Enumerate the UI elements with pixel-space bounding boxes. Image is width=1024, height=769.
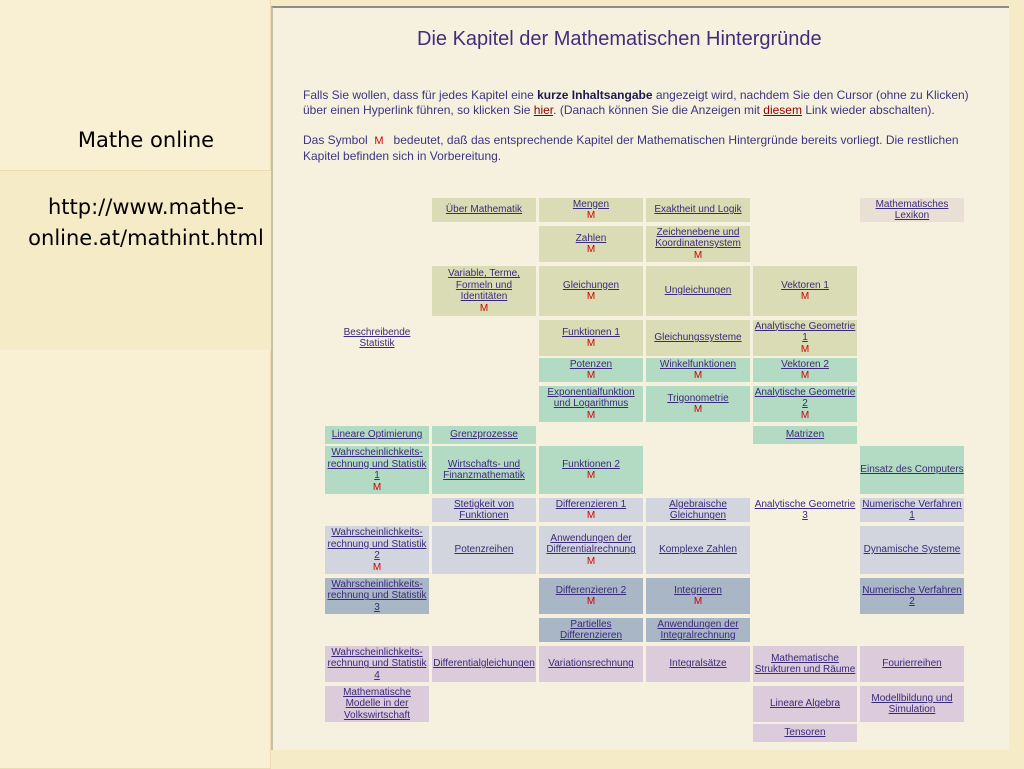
chapter-link[interactable]: Wirtschafts- und Finanzmathematik: [443, 458, 525, 481]
intro-text-part: Falls Sie wollen, dass für jedes Kapitel eine: [303, 88, 538, 102]
chapter-link[interactable]: Numerische Verfahren 1: [862, 498, 962, 521]
chapter-link[interactable]: Analytische Geometrie 2: [754, 386, 856, 410]
chapter-link[interactable]: Dynamische Systeme: [863, 544, 961, 556]
available-marker: M: [372, 561, 382, 573]
available-marker: M: [800, 370, 810, 381]
chapter-cell: [646, 358, 750, 382]
chapter-link[interactable]: Wahrscheinlichkeits-rechnung und Statistik 1: [327, 447, 427, 481]
chapter-cell: [753, 724, 857, 742]
chapter-cell: [860, 498, 964, 522]
page-title: Die Kapitel der Mathematischen Hintergründe: [417, 28, 822, 50]
chapter-link[interactable]: Tensoren: [784, 727, 826, 739]
available-marker: M: [586, 470, 596, 481]
available-marker: M: [374, 135, 384, 147]
available-marker: M: [586, 244, 596, 255]
chapter-cell: [646, 266, 750, 316]
available-marker: M: [800, 343, 810, 355]
chapter-link[interactable]: Anwendungen der Integralrechnung: [657, 618, 739, 641]
chapter-cell: [753, 498, 857, 522]
chapter-link[interactable]: Stetigkeit von Funktionen: [453, 498, 515, 521]
intro-text-part: bedeutet, daß das entsprechende Kapitel der Mathematischen Hintergründe bereits vorliegt. Die restlichen Kapitel befinden sich in Vorbereitung.: [303, 133, 959, 163]
available-marker: M: [586, 210, 596, 221]
chapter-cell: [753, 426, 857, 444]
webpage-screenshot: [271, 6, 1009, 750]
available-marker: M: [586, 510, 596, 521]
chapter-link[interactable]: Winkelfunktionen: [659, 358, 737, 370]
chapter-link[interactable]: Anwendungen der Differentialrechnung: [546, 532, 636, 556]
chapter-cell: [646, 320, 750, 356]
chapter-cell: [646, 618, 750, 642]
available-marker: M: [586, 370, 596, 381]
slide-url: [0, 192, 292, 254]
chapter-cell: [539, 226, 643, 262]
chapter-cell: [860, 446, 964, 494]
chapter-link[interactable]: Beschreibende Statistik: [343, 326, 411, 349]
chapter-cell: [646, 526, 750, 574]
chapter-cell: [646, 578, 750, 614]
chapter-cell: [860, 526, 964, 574]
chapter-cell: [539, 498, 643, 522]
chapter-cell: [325, 578, 429, 614]
chapter-link[interactable]: Analytische Geometrie 3: [754, 498, 856, 521]
slide-url-line-1: http://www.mathe-: [48, 195, 244, 219]
chapter-cell: [432, 526, 536, 574]
chapter-link[interactable]: Trigonometrie: [667, 392, 729, 404]
chapter-link[interactable]: Mathematische Strukturen und Räume: [754, 652, 856, 675]
chapter-link[interactable]: Partielles Differenzieren: [559, 618, 623, 641]
chapter-cell: [539, 446, 643, 494]
chapter-cell: [860, 198, 964, 222]
chapter-link[interactable]: Lineare Optimierung: [331, 429, 423, 441]
chapter-cell: [432, 266, 536, 316]
chapter-cell: [325, 320, 429, 356]
chapter-cell: [432, 198, 536, 222]
available-marker: M: [586, 555, 596, 567]
chapter-cell: [325, 446, 429, 494]
intro-bold-text: kurze Inhaltsangabe: [537, 88, 653, 102]
chapter-cell: [753, 358, 857, 382]
chapter-cell: [539, 646, 643, 682]
chapter-cell: [646, 226, 750, 262]
chapter-link[interactable]: Exaktheit und Logik: [654, 204, 742, 216]
chapter-link[interactable]: Vektoren 1: [781, 279, 829, 291]
chapter-cell: [646, 646, 750, 682]
chapter-link[interactable]: Komplexe Zahlen: [659, 544, 737, 556]
chapter-cell: [325, 686, 429, 722]
chapter-link[interactable]: Matrizen: [785, 429, 825, 441]
chapter-cell: [325, 526, 429, 574]
chapter-link[interactable]: Ungleichungen: [664, 285, 732, 297]
chapter-cell: [539, 618, 643, 642]
chapter-cell: [539, 358, 643, 382]
available-marker: M: [800, 291, 810, 302]
available-marker: M: [693, 596, 703, 607]
chapter-link[interactable]: Modellbildung und Simulation: [871, 692, 953, 715]
chapter-cell: [539, 198, 643, 222]
slide-title: Mathe online: [77, 128, 215, 152]
chapter-link[interactable]: Differentialgleichungen: [433, 658, 535, 670]
available-marker: M: [586, 338, 596, 349]
chapter-link[interactable]: Wahrscheinlichkeits-rechnung und Statistik 4: [327, 646, 427, 681]
intro-text: [303, 88, 993, 179]
chapter-link[interactable]: Exponentialfunktion und Logarithmus: [547, 386, 635, 410]
available-marker: M: [479, 302, 489, 314]
chapter-cell: [432, 446, 536, 494]
chapter-link[interactable]: Gleichungen: [562, 279, 620, 291]
chapter-link[interactable]: Lineare Algebra: [769, 698, 841, 710]
chapter-link[interactable]: Differenzieren 2: [555, 584, 627, 596]
intro-paragraph-1: [303, 88, 993, 118]
available-marker: M: [693, 370, 703, 381]
chapter-link[interactable]: Integrieren: [674, 584, 722, 596]
intro-paragraph-2: [303, 133, 993, 164]
chapter-cell: [753, 646, 857, 682]
chapter-link[interactable]: Numerische Verfahren 2: [862, 584, 962, 607]
available-marker: M: [693, 249, 703, 261]
chapter-cell: [432, 498, 536, 522]
chapter-cell: [646, 386, 750, 422]
chapter-link[interactable]: Integralsätze: [669, 658, 727, 670]
chapter-link[interactable]: Gleichungssysteme: [654, 332, 742, 344]
chapter-cell: [539, 578, 643, 614]
available-marker: M: [800, 409, 810, 421]
slide-url-line-2: online.at/mathint.html: [28, 226, 264, 250]
chapter-cell: [432, 426, 536, 444]
chapter-link[interactable]: Einsatz des Computers: [860, 464, 964, 476]
intro-text-part: Link wieder abschalten).: [801, 103, 935, 117]
intro-text-part: Das Symbol: [303, 133, 372, 147]
chapter-link[interactable]: Funktionen 1: [562, 326, 620, 338]
chapter-link[interactable]: Potenzreihen: [454, 544, 514, 556]
chapter-cell: [646, 498, 750, 522]
available-marker: M: [372, 481, 382, 493]
chapter-cell: [860, 578, 964, 614]
intro-text-part: angezeigt wird, nachdem Sie den Cursor (ohne zu Klicken) über einen Hyperlink führen, so klicken Sie: [303, 88, 969, 117]
chapter-cell: [325, 426, 429, 444]
chapter-link[interactable]: Analytische Geometrie 1: [754, 320, 856, 344]
chapter-link[interactable]: Über Mathematik: [445, 204, 523, 216]
chapter-link[interactable]: Zeichenebene und Koordinatensystem: [655, 226, 741, 250]
chapter-link[interactable]: Funktionen 2: [562, 458, 620, 470]
chapter-link[interactable]: Mathematisches Lexikon: [875, 198, 949, 221]
chapter-link[interactable]: Wahrscheinlichkeits-rechnung und Statistik 2: [327, 527, 427, 561]
chapter-cell: [539, 526, 643, 574]
chapter-cell: [325, 646, 429, 682]
chapter-cell: [860, 646, 964, 682]
chapter-link[interactable]: Algebraische Gleichungen: [669, 498, 727, 521]
chapter-link[interactable]: Fourierreihen: [882, 658, 942, 670]
chapter-cell: [753, 320, 857, 356]
chapter-cell: [646, 198, 750, 222]
chapter-cell: [860, 686, 964, 722]
chapter-cell: [539, 266, 643, 316]
chapter-link[interactable]: Zahlen: [575, 232, 607, 244]
chapter-link[interactable]: Mathematische Modelle in der Volkswirtschaft: [343, 686, 411, 721]
available-marker: M: [586, 291, 596, 302]
chapter-cell: [753, 386, 857, 422]
chapter-link[interactable]: Vektoren 2: [781, 358, 829, 370]
chapter-link[interactable]: Differenzieren 1: [555, 498, 627, 510]
chapter-link[interactable]: Variable, Terme, Formeln und Identitäten: [448, 268, 520, 302]
chapter-link[interactable]: Wahrscheinlichkeits-rechnung und Statistik 3: [327, 578, 427, 613]
chapter-cell: [539, 386, 643, 422]
chapter-link[interactable]: Potenzen: [569, 358, 613, 370]
chapter-cell: [432, 646, 536, 682]
hide-summaries-link[interactable]: diesem: [763, 103, 802, 117]
chapter-cell: [539, 320, 643, 356]
chapter-link[interactable]: Mengen: [572, 198, 610, 210]
chapter-link[interactable]: Grenzprozesse: [450, 429, 518, 441]
chapter-cell: [753, 266, 857, 316]
chapter-link[interactable]: Variationsrechnung: [548, 658, 634, 670]
slide-caption: [0, 0, 272, 768]
intro-text-part: . (Danach können Sie die Anzeigen mit: [553, 103, 764, 117]
available-marker: M: [586, 409, 596, 421]
show-summaries-link[interactable]: hier: [533, 103, 554, 117]
available-marker: M: [586, 596, 596, 607]
chapter-cell: [753, 686, 857, 722]
available-marker: M: [693, 404, 703, 415]
